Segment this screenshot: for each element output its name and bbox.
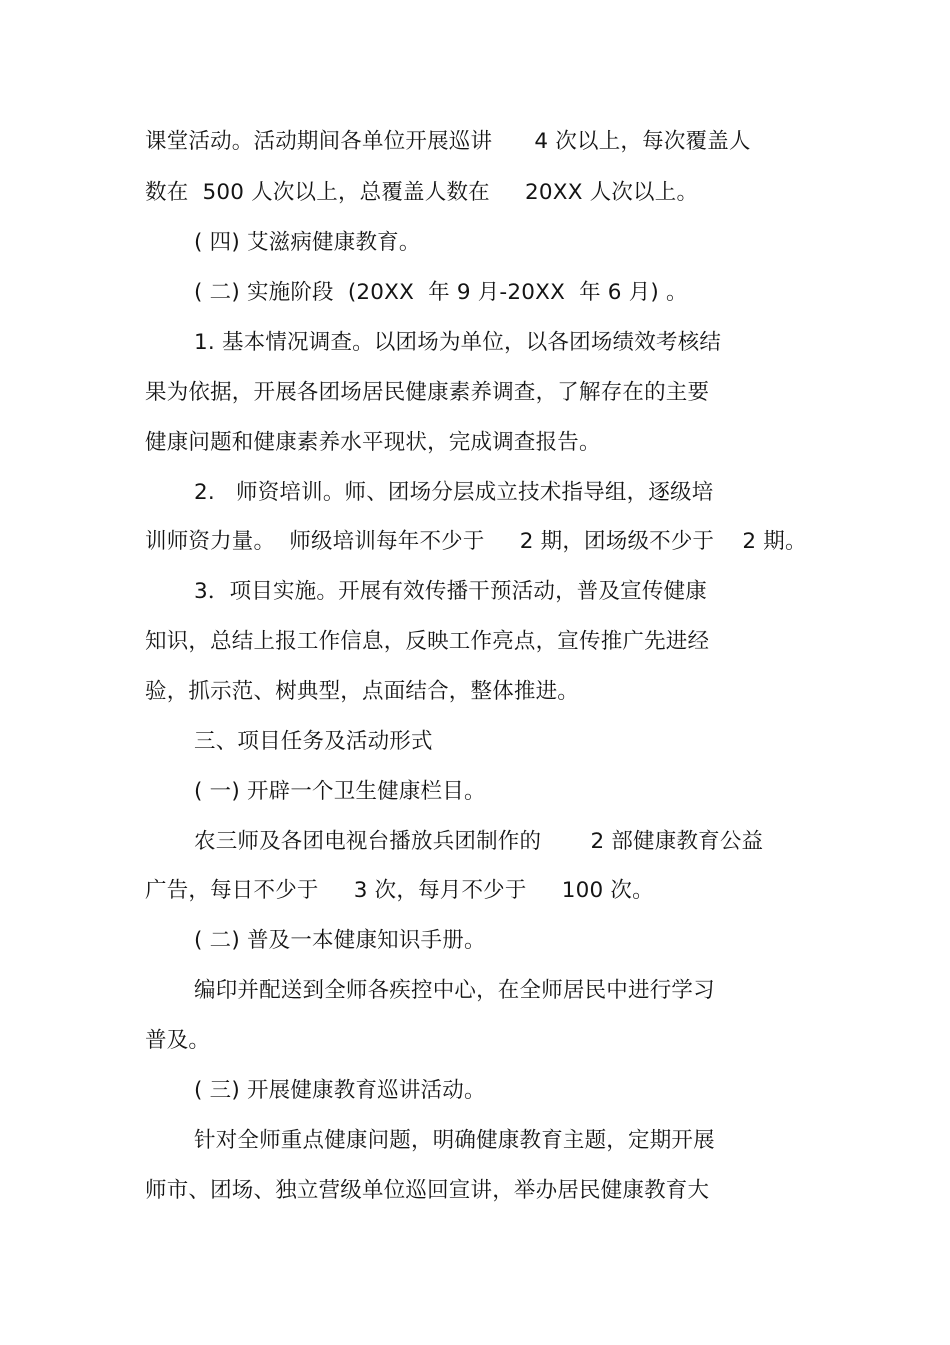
text-line: 普及。 bbox=[145, 1028, 211, 1053]
section-heading: ( 一) 开辟一个卫生健康栏目。 bbox=[194, 779, 486, 804]
section-heading: 三、项目任务及活动形式 bbox=[194, 729, 433, 754]
section-heading: ( 二) 实施阶段 (20XX 年 9 月-20XX 年 6 月) 。 bbox=[194, 280, 688, 305]
text-line: 数在 500 人次以上，总覆盖人数在 20XX 人次以上。 bbox=[145, 180, 699, 205]
section-heading: ( 三) 开展健康教育巡讲活动。 bbox=[194, 1078, 486, 1103]
list-item: 3．项目实施。开展有效传播干预活动，普及宣传健康 bbox=[194, 579, 707, 604]
text-line: 广告，每日不少于 3 次，每月不少于 100 次。 bbox=[145, 878, 654, 903]
text-line: 知识，总结上报工作信息，反映工作亮点，宣传推广先进经 bbox=[145, 629, 710, 654]
text-line: 训师资力量。 师级培训每年不少于 2 期，团场级不少于 2 期。 bbox=[145, 529, 807, 554]
section-heading: ( 二) 普及一本健康知识手册。 bbox=[194, 928, 486, 953]
paragraph-line: 针对全师重点健康问题，明确健康教育主题，定期开展 bbox=[194, 1128, 715, 1153]
list-item: 2. 师资培训。师、团场分层成立技术指导组，逐级培 bbox=[194, 480, 714, 505]
list-item: 1. 基本情况调查。以团场为单位，以各团场绩效考核结 bbox=[194, 330, 722, 355]
paragraph-line: 农三师及各团电视台播放兵团制作的 2 部健康教育公益 bbox=[194, 829, 764, 854]
text-line: 验，抓示范、树典型，点面结合，整体推进。 bbox=[145, 679, 580, 704]
text-line: 健康问题和健康素养水平现状，完成调查报告。 bbox=[145, 430, 601, 455]
text-line: 师市、团场、独立营级单位巡回宣讲，举办居民健康教育大 bbox=[145, 1178, 710, 1203]
text-line: 果为依据，开展各团场居民健康素养调查，了解存在的主要 bbox=[145, 380, 710, 405]
paragraph-line: 编印并配送到全师各疾控中心，在全师居民中进行学习 bbox=[194, 978, 715, 1003]
text-line: 课堂活动。活动期间各单位开展巡讲 4 次以上，每次覆盖人 bbox=[145, 129, 751, 154]
section-heading: ( 四) 艾滋病健康教育。 bbox=[194, 230, 421, 255]
